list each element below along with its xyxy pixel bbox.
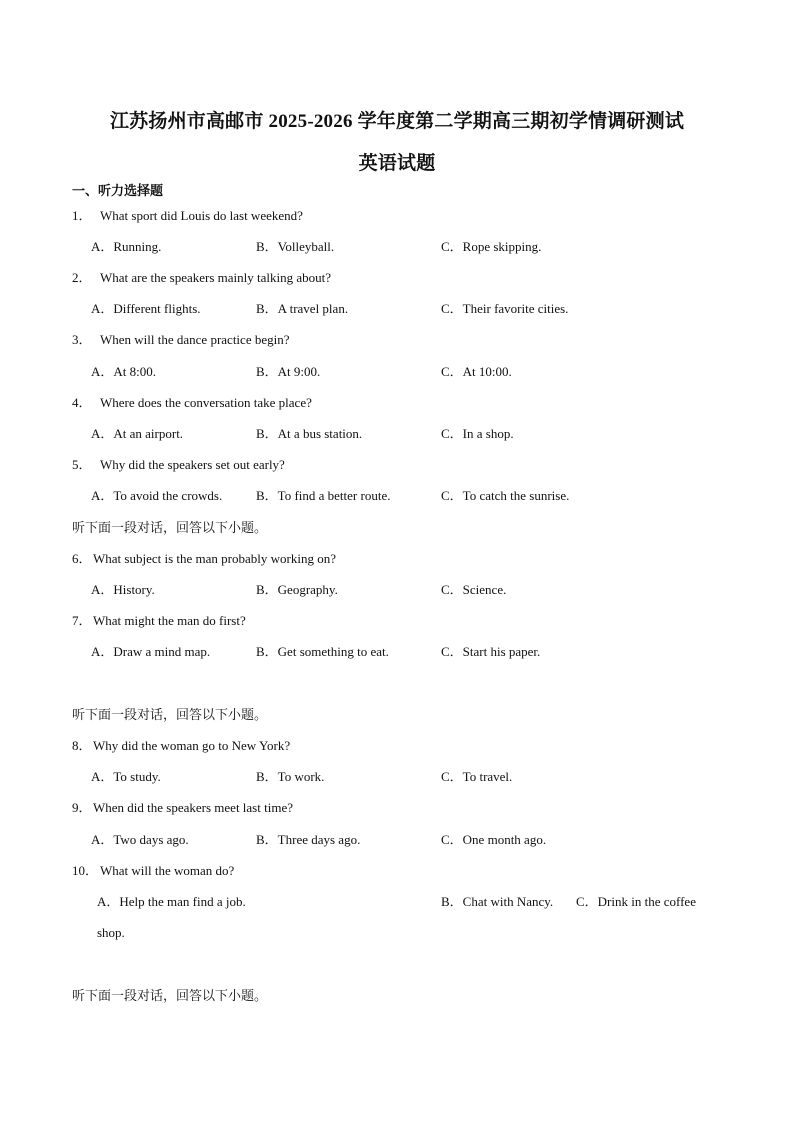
question-text: What will the woman do? <box>100 863 235 878</box>
option-b: B．Geography. <box>256 582 338 597</box>
question-6 <box>72 551 336 567</box>
question-5 <box>72 457 285 473</box>
option-a: A．Two days ago. <box>91 832 189 847</box>
option-a: A．At an airport. <box>91 426 184 441</box>
option-b: B．A travel plan. <box>256 301 349 316</box>
question-number: 4． <box>72 395 92 410</box>
option-b: B．At 9:00. <box>256 364 321 379</box>
question-text: What might the man do first? <box>93 613 246 628</box>
question-text: Where does the conversation take place? <box>100 395 312 410</box>
question-text: When did the speakers meet last time? <box>93 800 293 815</box>
question-4 <box>72 395 312 411</box>
page-subtitle: 英语试题 <box>358 153 436 174</box>
option-c: C．Start his paper. <box>441 644 541 659</box>
option-b: B．Three days ago. <box>256 832 361 847</box>
option-c: C．To catch the sunrise. <box>441 488 570 503</box>
question-text: What sport did Louis do last weekend? <box>100 208 303 223</box>
question-3 <box>72 332 290 348</box>
option-b: B．Chat with Nancy. <box>441 894 554 909</box>
question-number: 7． <box>72 613 92 628</box>
listening-instruction: 听下面一段对话，回答以下小题。 <box>72 988 268 1003</box>
question-text: What are the speakers mainly talking about? <box>100 270 332 285</box>
option-c: C．Drink in the coffee <box>576 894 696 909</box>
question-number: 8． <box>72 738 92 753</box>
page-title: 江苏扬州市高邮市 2025-2026 学年度第二学期高三期初学情调研测试 <box>109 111 685 132</box>
option-b: B．To find a better route. <box>256 488 391 503</box>
section-heading: 一、听力选择题 <box>72 183 164 198</box>
question-number: 2． <box>72 270 92 285</box>
question-text: Why did the woman go to New York? <box>93 738 291 753</box>
question-7 <box>72 613 246 629</box>
option-b: B．Volleyball. <box>256 239 335 254</box>
option-c: C．Rope skipping. <box>441 239 542 254</box>
option-c: C．Their favorite cities. <box>441 301 569 316</box>
option-c: C．One month ago. <box>441 832 547 847</box>
question-text: Why did the speakers set out early? <box>100 457 285 472</box>
question-text: What subject is the man probably working on? <box>93 551 336 566</box>
option-b: B．To work. <box>256 769 325 784</box>
option-b: B．At a bus station. <box>256 426 363 441</box>
option-a: A．Different flights. <box>91 301 201 316</box>
option-a: A．To study. <box>91 769 161 784</box>
question-1 <box>72 208 303 224</box>
option-c: C．In a shop. <box>441 426 514 441</box>
option-c: C．At 10:00. <box>441 364 512 379</box>
listening-instruction: 听下面一段对话，回答以下小题。 <box>72 707 268 722</box>
question-2 <box>72 270 331 286</box>
question-10 <box>72 863 234 879</box>
question-number: 10． <box>72 863 99 878</box>
question-number: 1． <box>72 208 92 223</box>
question-number: 3． <box>72 332 92 347</box>
option-a: A．Draw a mind map. <box>91 644 211 659</box>
option-c: C．To travel. <box>441 769 513 784</box>
question-number: 9． <box>72 800 92 815</box>
question-8 <box>72 738 290 754</box>
option-a: A．Help the man find a job. <box>97 894 246 909</box>
question-number: 5． <box>72 457 92 472</box>
option-c-continuation: shop. <box>97 925 125 940</box>
question-number: 6． <box>72 551 92 566</box>
option-a: A．History. <box>91 582 155 597</box>
listening-instruction: 听下面一段对话，回答以下小题。 <box>72 520 268 535</box>
option-c: C．Science. <box>441 582 507 597</box>
question-text: When will the dance practice begin? <box>100 332 290 347</box>
question-9 <box>72 800 293 816</box>
option-a: A．To avoid the crowds. <box>91 488 223 503</box>
option-a: A．Running. <box>91 239 162 254</box>
option-a: A．At 8:00. <box>91 364 157 379</box>
option-b: B．Get something to eat. <box>256 644 389 659</box>
